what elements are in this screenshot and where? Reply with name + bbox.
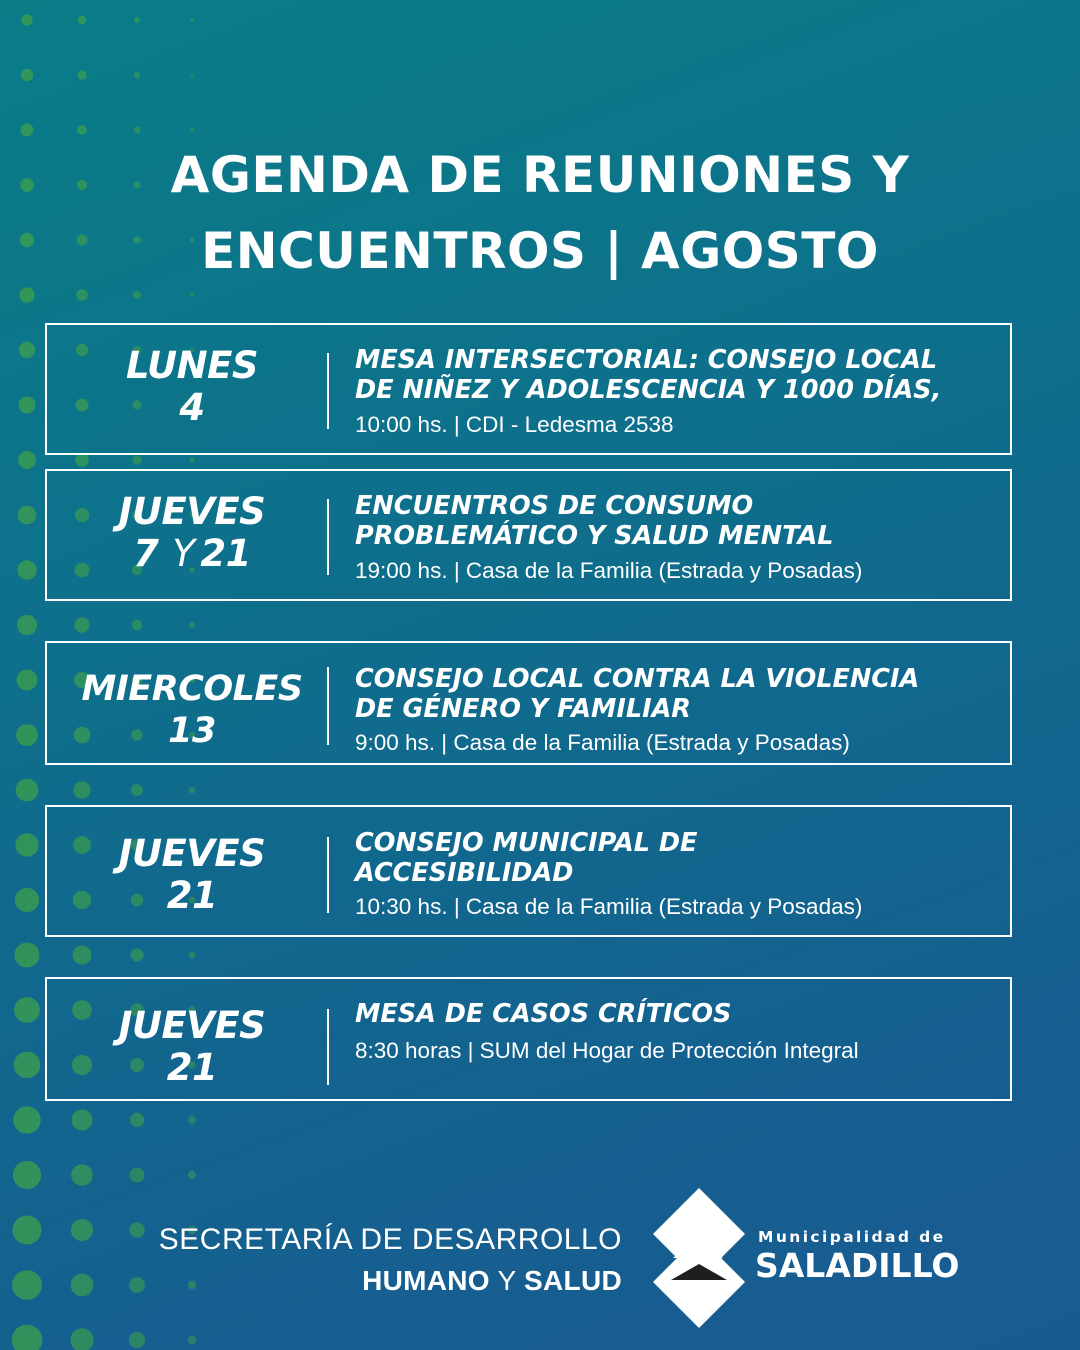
decorative-dot <box>189 787 196 794</box>
decorative-dot <box>15 833 38 856</box>
decorative-dot <box>76 289 88 301</box>
event-card-5 <box>45 977 1012 1101</box>
event-day-name: JUEVES <box>118 832 266 875</box>
event-day-number: 21 <box>166 874 218 917</box>
decorative-dot <box>73 946 92 965</box>
decorative-dot <box>188 1336 197 1345</box>
decorative-dot <box>71 1164 93 1186</box>
decorative-dot <box>131 784 143 796</box>
event-day-name: LUNES <box>126 344 258 387</box>
decorative-dot <box>188 951 195 958</box>
decorative-dot <box>15 943 40 968</box>
decorative-dot <box>12 1270 42 1300</box>
decorative-dot <box>71 1219 93 1241</box>
event-day <box>47 491 337 575</box>
decorative-dot <box>190 73 194 77</box>
page-title-line-1: AGENDA DE REUNIONES Y <box>170 146 910 204</box>
event-title: MESA INTERSECTORIAL: CONSEJO LOCAL DE NIÑEZ Y ADOLESCENCIA Y 1000 DÍAS, <box>355 345 942 405</box>
decorative-dot <box>129 1277 145 1293</box>
decorative-dot <box>13 1216 42 1245</box>
event-card-3 <box>45 641 1012 765</box>
event-title: MESA DE CASOS CRÍTICOS <box>355 999 732 1029</box>
decorative-dot <box>70 1328 93 1350</box>
decorative-dot <box>134 17 140 23</box>
secretaria-line-2: HUMANO Y SALUD <box>362 1265 622 1296</box>
decorative-dot <box>188 1281 197 1290</box>
decorative-dot <box>14 1052 41 1079</box>
event-card-2 <box>45 469 1012 601</box>
event-day <box>47 1005 337 1089</box>
decorative-dot <box>77 125 87 135</box>
decorative-dot <box>130 1168 145 1183</box>
brand-name: SALADILLO <box>755 1246 960 1285</box>
event-day-number: 4 <box>179 386 205 429</box>
secretaria-line-1: SECRETARÍA DE DESARROLLO <box>158 1223 622 1256</box>
page-title-line-2: ENCUENTROS | AGOSTO <box>201 222 879 280</box>
decorative-dot <box>16 724 38 746</box>
decorative-dot <box>133 291 141 299</box>
event-title: ENCUENTROS DE CONSUMO PROBLEMÁTICO Y SALUD MENTAL <box>355 491 834 551</box>
event-card-4 <box>45 805 1012 937</box>
decorative-dot <box>189 457 194 462</box>
decorative-dot <box>130 1113 144 1127</box>
decorative-dot <box>190 18 193 21</box>
decorative-dot <box>77 70 86 79</box>
decorative-dot <box>72 1110 93 1131</box>
event-day <box>47 345 337 429</box>
decorative-dot <box>18 506 37 525</box>
divider <box>327 837 329 913</box>
decorative-dot <box>132 620 143 631</box>
decorative-dot <box>134 72 140 78</box>
decorative-dot <box>16 779 39 802</box>
decorative-dot <box>17 615 37 635</box>
event-day-name: JUEVES <box>118 490 266 533</box>
decorative-dot <box>129 1222 144 1237</box>
brand-small-text: Municipalidad de <box>758 1228 946 1246</box>
decorative-dot <box>21 14 32 25</box>
decorative-dot <box>189 622 195 628</box>
decorative-dot <box>188 1171 196 1179</box>
decorative-dot <box>74 617 89 632</box>
decorative-dot <box>129 1332 145 1348</box>
event-info: 8:30 horas | SUM del Hogar de Protección Integral <box>355 1038 859 1063</box>
decorative-dot <box>134 127 141 134</box>
decorative-dot <box>130 948 143 961</box>
decorative-dot <box>21 69 33 81</box>
decorative-dot <box>73 781 90 798</box>
event-card-1 <box>45 323 1012 455</box>
decorative-dot <box>21 124 34 137</box>
event-info: 10:00 hs. | CDI - Ledesma 2538 <box>355 412 674 437</box>
decorative-dot <box>71 1274 94 1297</box>
event-info: 10:30 hs. | Casa de la Familia (Estrada y Posadas) <box>355 894 863 919</box>
decorative-dot <box>17 670 38 691</box>
decorative-dot <box>132 455 141 464</box>
event-day-number: 21 <box>166 1046 218 1089</box>
event-day <box>47 833 337 917</box>
decorative-dot <box>19 397 36 414</box>
event-day-name: MIERCOLES <box>81 669 303 709</box>
decorative-dot <box>13 1161 41 1189</box>
decorative-dot <box>75 453 89 467</box>
event-title: CONSEJO LOCAL CONTRA LA VIOLENCIA DE GÉNERO Y FAMILIAR <box>355 664 920 724</box>
decorative-dot <box>14 997 40 1023</box>
event-title: CONSEJO MUNICIPAL DE ACCESIBILIDAD <box>355 828 698 888</box>
event-day-name: JUEVES <box>118 1004 266 1047</box>
divider <box>327 1009 329 1085</box>
decorative-dot <box>19 342 35 358</box>
event-info: 19:00 hs. | Casa de la Familia (Estrada y Posadas) <box>355 558 863 583</box>
decorative-dot <box>18 451 36 469</box>
divider <box>327 499 329 575</box>
decorative-dot <box>188 1116 196 1124</box>
decorative-dot <box>15 888 39 912</box>
decorative-dot <box>17 560 36 579</box>
event-day-number: 7 Y 21 <box>133 532 251 575</box>
event-day-number: 13 <box>168 711 216 751</box>
divider <box>327 667 329 745</box>
decorative-dot <box>190 293 194 297</box>
event-info: 9:00 hs. | Casa de la Familia (Estrada y Posadas) <box>355 730 850 755</box>
decorative-dot <box>78 16 87 25</box>
decorative-dot <box>190 128 194 132</box>
decorative-dot <box>12 1325 43 1350</box>
divider <box>327 353 329 429</box>
decorative-dot <box>13 1106 40 1133</box>
saladillo-logo-icon <box>653 1188 745 1328</box>
event-day <box>47 668 337 752</box>
